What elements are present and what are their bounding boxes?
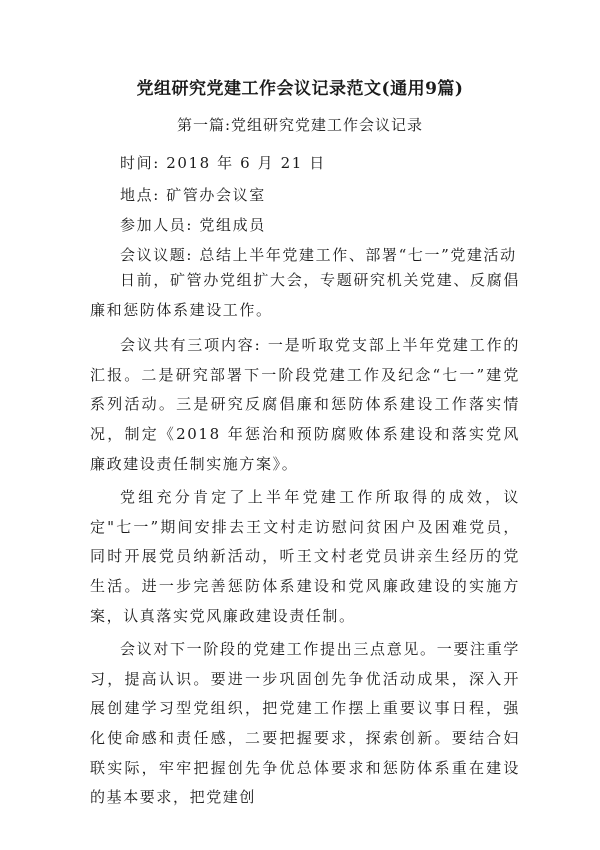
paragraph: 会议共有三项内容: 一是听取党支部上半年党建工作的汇报。二是研究部署下一阶段党建工作及纪念“七一”建党系列活动。三是研究反腐倡廉和惩防体系建设工作落实情况，制定《2018 年惩治和预防腐败体系建设和落实党风廉政建设责任制实施方案》。: [90, 336, 520, 473]
meeting-time: 时间: 2018 年 6 月 21 日: [120, 154, 326, 172]
document-title: 党组研究党建工作会议记录范文(通用9篇): [136, 79, 464, 99]
document-subtitle: 第一篇:党组研究党建工作会议记录: [176, 116, 424, 134]
meeting-location: 地点: 矿管办会议室: [120, 186, 266, 204]
meeting-attendees: 参加人员: 党组成员: [120, 216, 266, 234]
meeting-topic: 会议议题: 总结上半年党建工作、部署“七一”党建活动: [120, 246, 517, 264]
paragraph: 会议对下一阶段的党建工作提出三点意见。一要注重学习，提高认识。要进一步巩固创先争优活动成果，深入开展创建学习型党组织，把党建工作摆上重要议事日程，强化使命感和责任感，二要把握要求，探索创新。要结合妇联实际，牢牢把握创先争优总体要求和惩防体系重在建设的基本要求，把党建创: [90, 640, 520, 807]
document-body: [90, 266, 520, 813]
paragraph: 日前，矿管办党组扩大会，专题研究机关党建、反腐倡廉和惩防体系建设工作。: [90, 271, 520, 319]
paragraph: 党组充分肯定了上半年党建工作所取得的成效，议定"七一”期间安排去王文村走访慰问贫困户及困难党员，同时开展党员纳新活动，听王文村老党员讲亲生经历的党生活。进一步完善惩防体系建设和党风廉政建设的实施方案，认真落实党风廉政建设责任制。: [90, 488, 520, 625]
